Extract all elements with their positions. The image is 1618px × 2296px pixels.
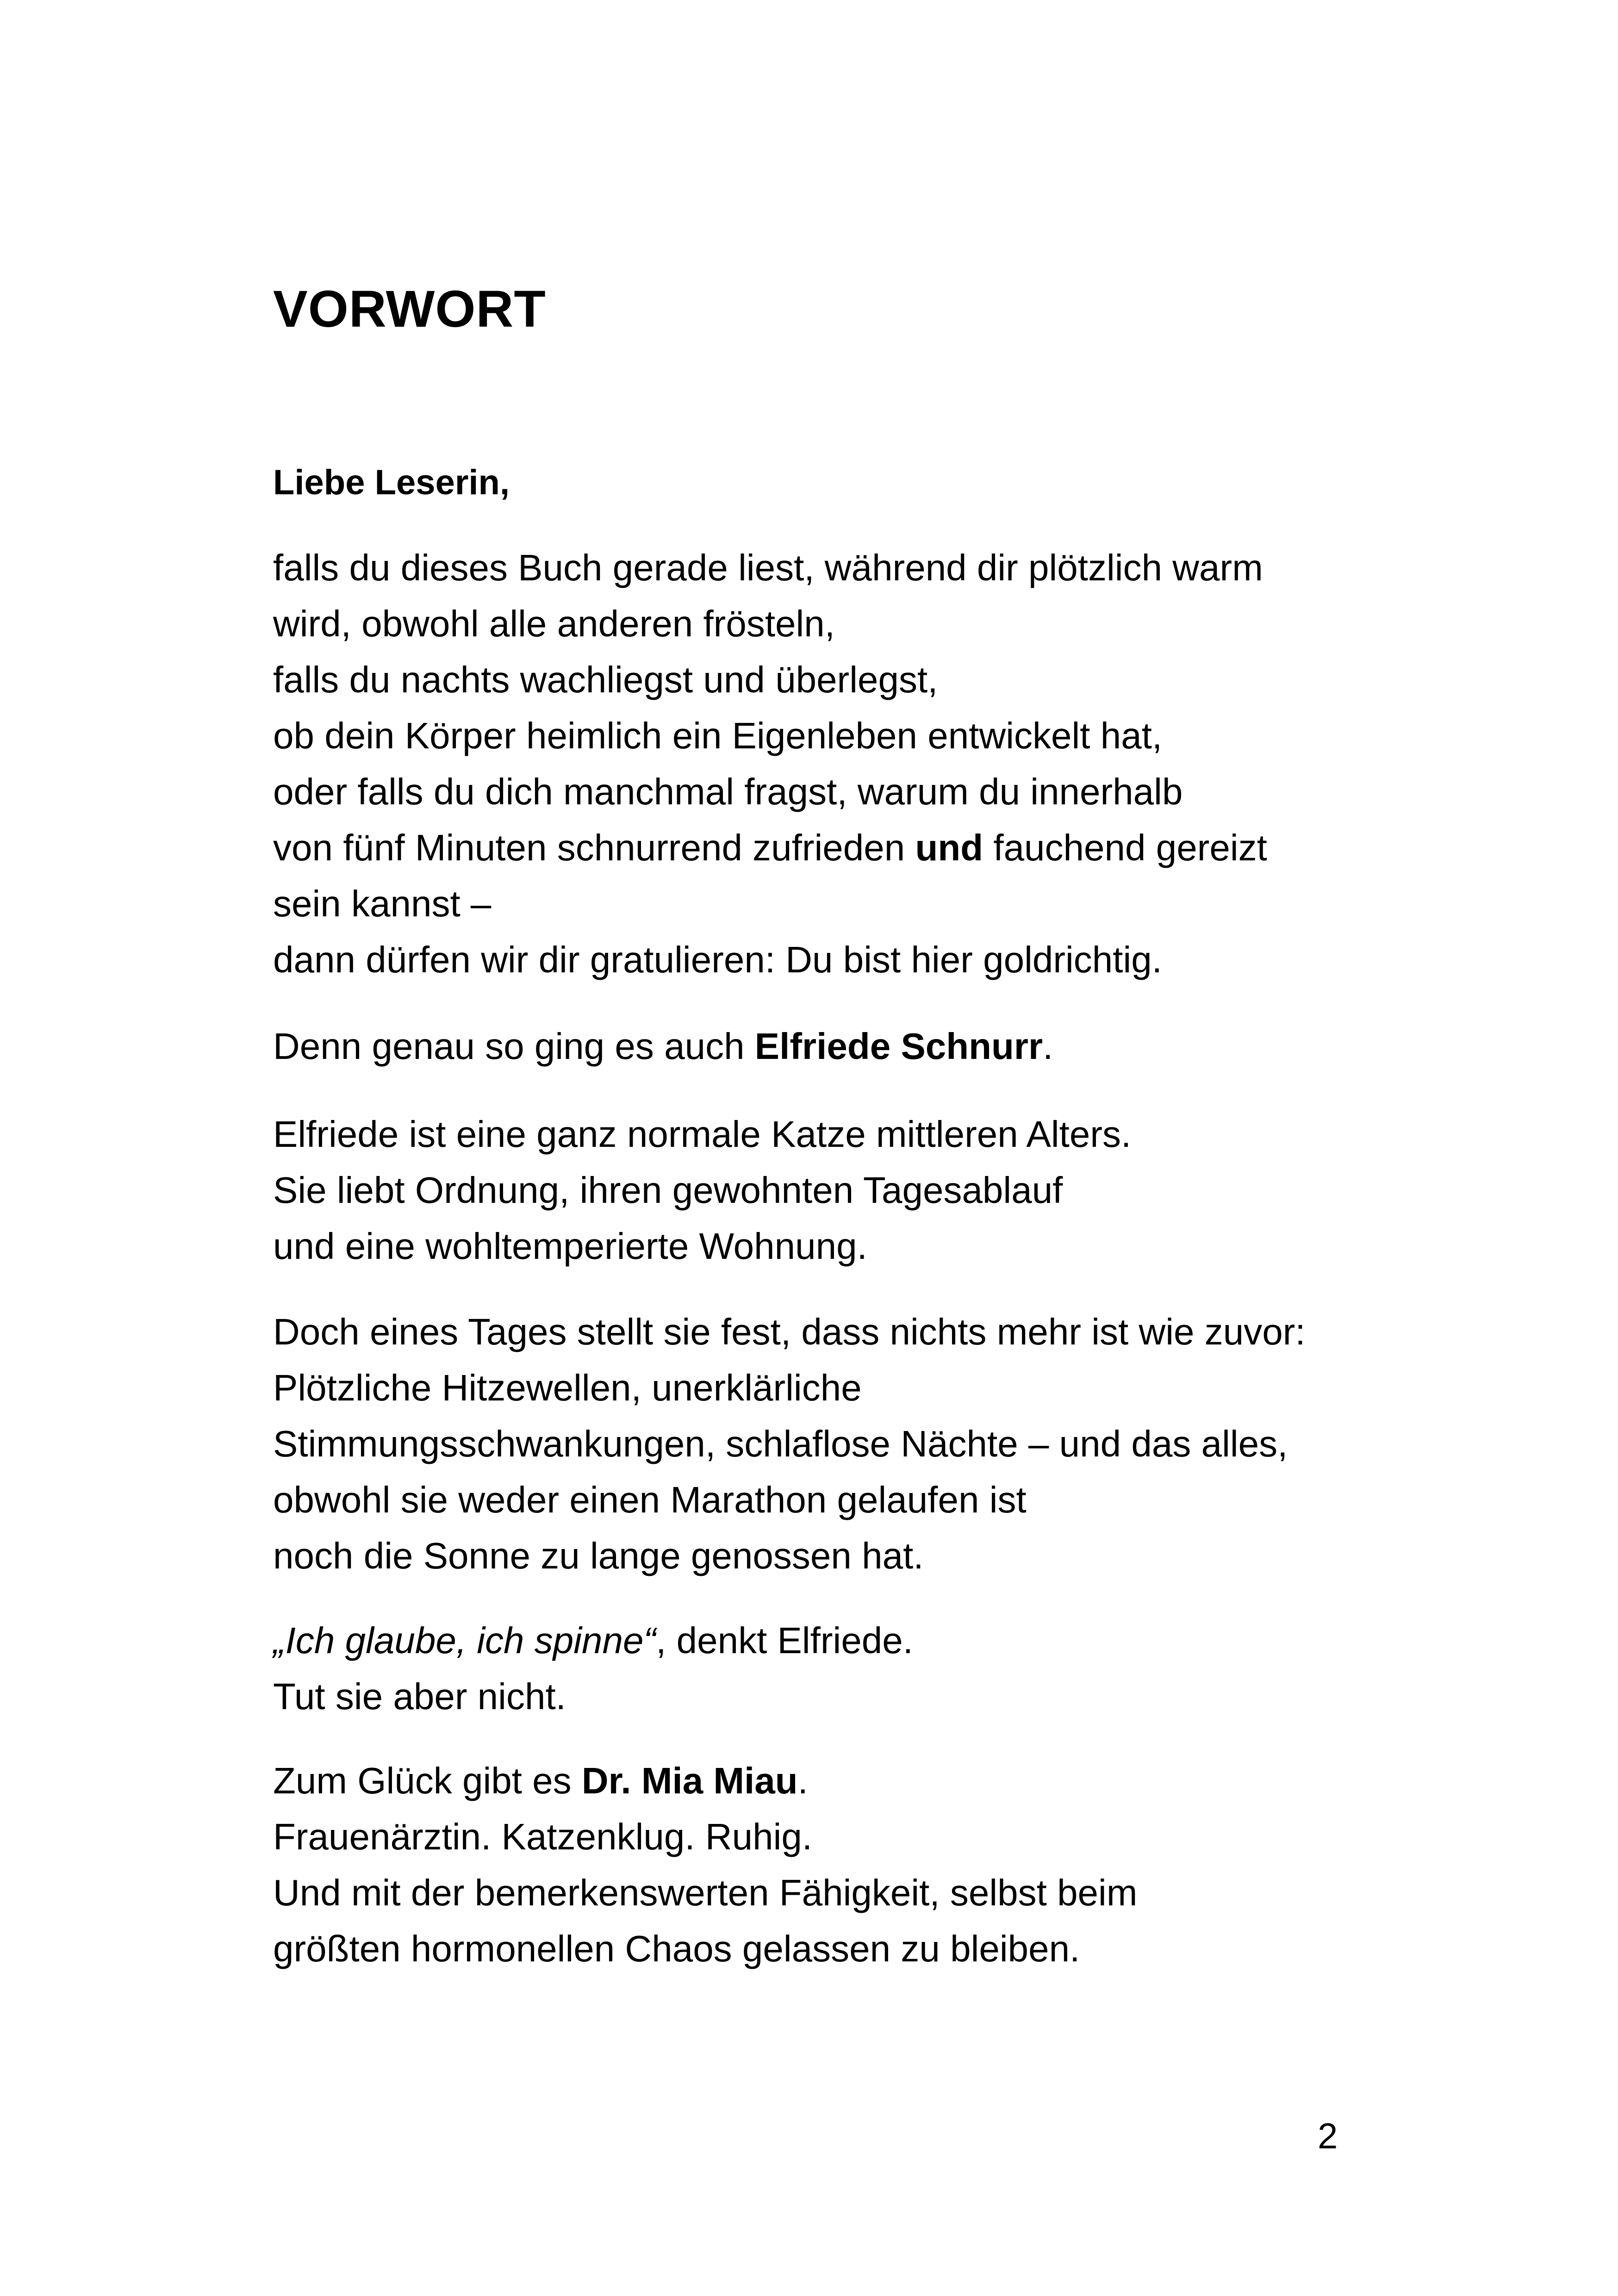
text-line: noch die Sonne zu lange genossen hat. — [273, 1535, 924, 1576]
bold-text: Elfriede Schnurr — [754, 1026, 1043, 1067]
text-segment: . — [797, 1760, 808, 1801]
text-line: dann dürfen wir dir gratulieren: Du bist hier goldrichtig. — [273, 939, 1162, 980]
text-line — [273, 1018, 1053, 1074]
paragraph-elfriede-description — [273, 1106, 1131, 1274]
text-line — [273, 1753, 1137, 1809]
text-segment: Denn genau so ging es auch — [273, 1026, 755, 1067]
paragraph-elfriede-intro — [273, 1018, 1053, 1074]
text-line: falls du nachts wachliegst und überlegst, — [273, 659, 938, 700]
paragraph-intro — [273, 540, 1267, 988]
text-segment: , denkt Elfriede. — [656, 1620, 914, 1661]
text-line: Plötzliche Hitzewellen, unerklärliche — [273, 1367, 862, 1408]
text-line: wird, obwohl alle anderen frösteln, — [273, 603, 835, 644]
italic-quote: „Ich glaube, ich spinne“ — [273, 1620, 656, 1661]
bold-text: Dr. Mia Miau — [581, 1760, 798, 1801]
text-line: oder falls du dich manchmal fragst, warum du innerhalb — [273, 771, 1183, 812]
page-number: 2 — [1318, 2116, 1338, 2156]
text-line: Elfriede ist eine ganz normale Katze mittleren Alters. — [273, 1114, 1132, 1155]
text-line: falls du dieses Buch gerade liest, während dir plötzlich warm — [273, 547, 1263, 588]
paragraph-quote — [273, 1612, 913, 1724]
text-line: Stimmungsschwankungen, schlaflose Nächte – und das alles, — [273, 1423, 1288, 1464]
text-segment: von fünf Minuten schnurrend zufrieden — [273, 827, 915, 868]
text-line — [273, 1612, 913, 1668]
text-line: ob dein Körper heimlich ein Eigenleben entwickelt hat, — [273, 715, 1163, 756]
text-segment: . — [1043, 1026, 1053, 1067]
paragraph-doctor — [273, 1753, 1137, 1977]
text-line: sein kannst – — [273, 883, 492, 924]
bold-text: und — [915, 827, 983, 868]
paragraph-symptoms — [273, 1304, 1306, 1584]
text-segment: fauchend gereizt — [983, 827, 1267, 868]
text-segment: Zum Glück gibt es — [273, 1760, 582, 1801]
text-line: Doch eines Tages stellt sie fest, dass nichts mehr ist wie zuvor: — [273, 1311, 1306, 1352]
text-line: und eine wohltemperierte Wohnung. — [273, 1226, 867, 1267]
text-line: größten hormonellen Chaos gelassen zu bleiben. — [273, 1928, 1080, 1969]
text-line: Und mit der bemerkenswerten Fähigkeit, selbst beim — [273, 1872, 1138, 1913]
text-line: Tut sie aber nicht. — [273, 1676, 566, 1717]
text-line — [273, 820, 1267, 876]
salutation: Liebe Leserin, — [273, 463, 510, 502]
text-line: Frauenärztin. Katzenklug. Ruhig. — [273, 1816, 813, 1857]
text-line: Sie liebt Ordnung, ihren gewohnten Tagesablauf — [273, 1170, 1063, 1211]
chapter-heading: VORWORT — [273, 280, 546, 338]
text-line: obwohl sie weder einen Marathon gelaufen ist — [273, 1479, 1027, 1520]
